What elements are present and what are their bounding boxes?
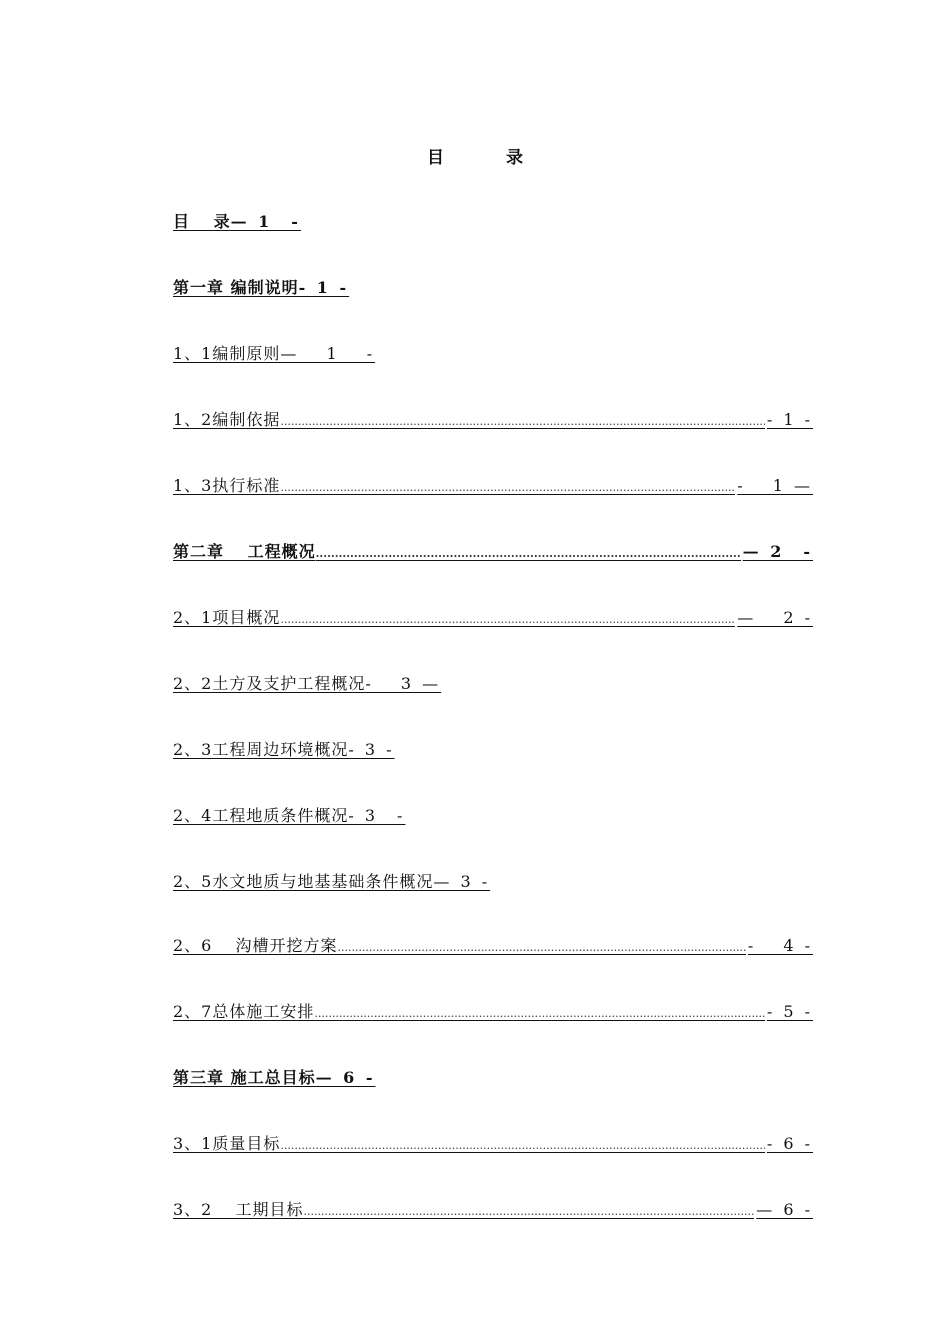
toc-leader-dots [303, 1204, 754, 1220]
toc-entry-page: - 3 - [348, 806, 406, 825]
toc-entry-3-1[interactable] [173, 1130, 813, 1154]
toc-entry-2-3[interactable] [173, 736, 395, 760]
toc-entry-2-4[interactable] [173, 802, 405, 826]
toc-entry-page: — 1 - [280, 344, 376, 363]
toc-entry-label: 第三章 施工总目标 [173, 1068, 316, 1087]
toc-leader-dots [314, 1006, 764, 1022]
toc-entry-page: — 1 - [230, 212, 301, 231]
toc-entry-label: 目 录 [173, 212, 231, 231]
toc-leader-dots [280, 414, 764, 430]
toc-entry-label: 2、3工程周边环境概况 [173, 740, 349, 759]
toc-entry-label: 1、2编制依据 [173, 410, 281, 429]
toc-leader-dots [280, 612, 735, 628]
toc-entry-label: 2、6 沟槽开挖方案 [173, 936, 338, 955]
toc-entry-label: 第一章 编制说明 [173, 278, 299, 297]
toc-leader-dots [337, 940, 745, 956]
toc-entry-page: — 3 - [433, 872, 491, 891]
toc-entry-chapter-3[interactable] [173, 1064, 376, 1088]
toc-entry-label: 3、2 工期目标 [173, 1200, 304, 1219]
toc-entry-label: 2、1项目概况 [173, 608, 281, 627]
toc-entry-page: - 3 — [365, 674, 442, 693]
toc-entry-2-6[interactable] [173, 932, 813, 956]
toc-entry-page: — 2 - [742, 542, 813, 561]
toc-entry-page: - 5 - [766, 1002, 813, 1021]
toc-entry-label: 1、1编制原则 [173, 344, 281, 363]
toc-entry-label: 3、1质量目标 [173, 1134, 281, 1153]
toc-entry-1-2[interactable] [173, 406, 813, 430]
toc-entry-page: - 4 - [747, 936, 813, 955]
toc-leader-dots [280, 1138, 764, 1154]
toc-entry-contents[interactable] [173, 208, 301, 232]
toc-entry-1-3[interactable] [173, 472, 813, 496]
toc-entry-label: 1、3执行标准 [173, 476, 281, 495]
toc-entry-1-1[interactable] [173, 340, 375, 364]
toc-entry-2-7[interactable] [173, 998, 813, 1022]
toc-entry-label: 2、4工程地质条件概况 [173, 806, 349, 825]
toc-entry-page: — 6 - [315, 1068, 376, 1087]
toc-entry-page: — 2 - [737, 608, 813, 627]
toc-entry-chapter-2[interactable] [173, 538, 813, 562]
page-title: 目 录 [427, 148, 551, 168]
toc-leader-dots [280, 480, 735, 496]
toc-entry-label: 2、2土方及支护工程概况 [173, 674, 366, 693]
toc-entry-2-5[interactable] [173, 868, 490, 892]
toc-leader-dots [316, 546, 741, 562]
toc-entry-chapter-1[interactable] [173, 274, 349, 298]
toc-entry-label: 2、5水文地质与地基基础条件概况 [173, 872, 434, 891]
toc-entry-page: - 3 - [348, 740, 395, 759]
toc-entry-3-2[interactable] [173, 1196, 813, 1220]
toc-entry-page: — 6 - [756, 1200, 813, 1219]
toc-entry-2-1[interactable] [173, 604, 813, 628]
toc-entry-label: 2、7总体施工安排 [173, 1002, 315, 1021]
toc-entry-page: - 1 — [737, 476, 813, 495]
toc-entry-label: 第二章 工程概况 [173, 542, 316, 561]
toc-entry-page: - 1 - [298, 278, 350, 297]
toc-entry-page: - 6 - [766, 1134, 813, 1153]
toc-entry-page: - 1 - [766, 410, 813, 429]
toc-entry-2-2[interactable] [173, 670, 441, 694]
